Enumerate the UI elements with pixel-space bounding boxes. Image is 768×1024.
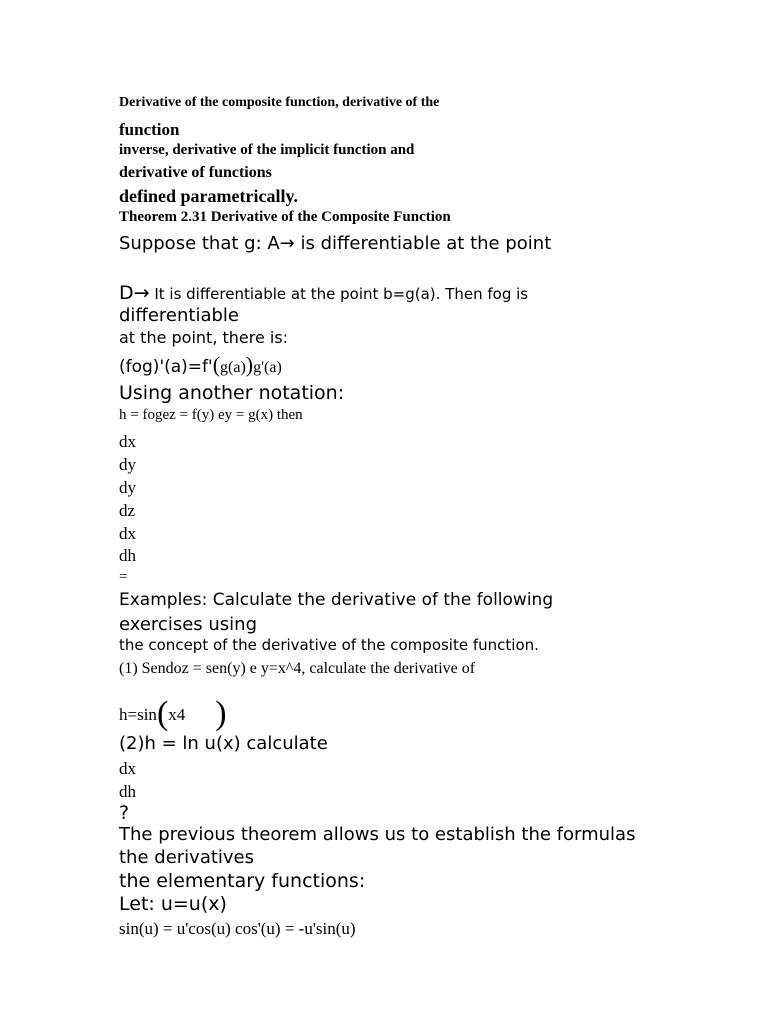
formula-text: x4 — [168, 705, 186, 724]
body-text: It is differentiable at the point b=g(a). Then fog is — [149, 285, 529, 303]
exercise-line: (1) Sendoz = sen(y) e y=x^4, calculate the derivative of — [119, 660, 476, 677]
heading-line: Derivative of the composite function, derivative of the — [119, 95, 440, 110]
fraction-part: dy — [119, 455, 136, 474]
formula-line — [119, 697, 227, 731]
question-mark: ? — [119, 802, 130, 824]
body-line: the derivatives — [119, 847, 255, 868]
formula-paren: ) — [215, 695, 227, 732]
body-line: Let: u=u(x) — [119, 893, 227, 915]
formula-paren: ) — [245, 352, 254, 377]
body-line — [119, 284, 528, 303]
body-line: at the point, there is: — [119, 328, 289, 347]
body-line: the elementary functions: — [119, 870, 366, 892]
body-line: differentiable — [119, 305, 239, 326]
heading-line: derivative of functions — [119, 164, 272, 181]
body-line: Suppose that g: A→ is differentiable at the point — [119, 233, 552, 254]
formula-text: h=sin — [119, 705, 157, 724]
formula-text: (fog)'(a)=f' — [119, 357, 213, 377]
formula-line — [119, 354, 282, 376]
body-line: Using another notation: — [119, 382, 345, 404]
heading-line: defined parametrically. — [119, 186, 298, 206]
body-line: The previous theorem allows us to establish the formulas — [119, 824, 636, 845]
body-line: the concept of the derivative of the composite function. — [119, 636, 539, 654]
formula-paren: ( — [212, 352, 221, 377]
fraction-part: dx — [119, 524, 136, 543]
fraction-part: dh — [119, 546, 136, 565]
formula-text: g'(a) — [253, 359, 282, 376]
formula-text: g(a) — [220, 359, 246, 376]
body-line: exercises using — [119, 614, 258, 635]
equals-sign: = — [119, 569, 128, 585]
domain-arrow: D→ — [119, 282, 150, 304]
exercise-line: (2)h = ln u(x) calculate — [119, 733, 328, 754]
formula-line: h = fogez = f(y) ey = g(x) then — [119, 407, 303, 423]
formula-line: sin(u) = u'cos(u) cos'(u) = -u'sin(u) — [119, 919, 356, 938]
fraction-part: dz — [119, 501, 136, 520]
heading-line: inverse, derivative of the implicit function and — [119, 142, 415, 158]
formula-paren: ( — [156, 695, 169, 732]
heading-line: function — [119, 120, 180, 139]
fraction-part: dy — [119, 478, 136, 497]
fraction-part: dh — [119, 782, 136, 801]
body-line: Examples: Calculate the derivative of the following — [119, 590, 554, 610]
theorem-title: Theorem 2.31 Derivative of the Composite Function — [119, 209, 451, 225]
fraction-part: dx — [119, 432, 136, 451]
fraction-part: dx — [119, 759, 136, 778]
